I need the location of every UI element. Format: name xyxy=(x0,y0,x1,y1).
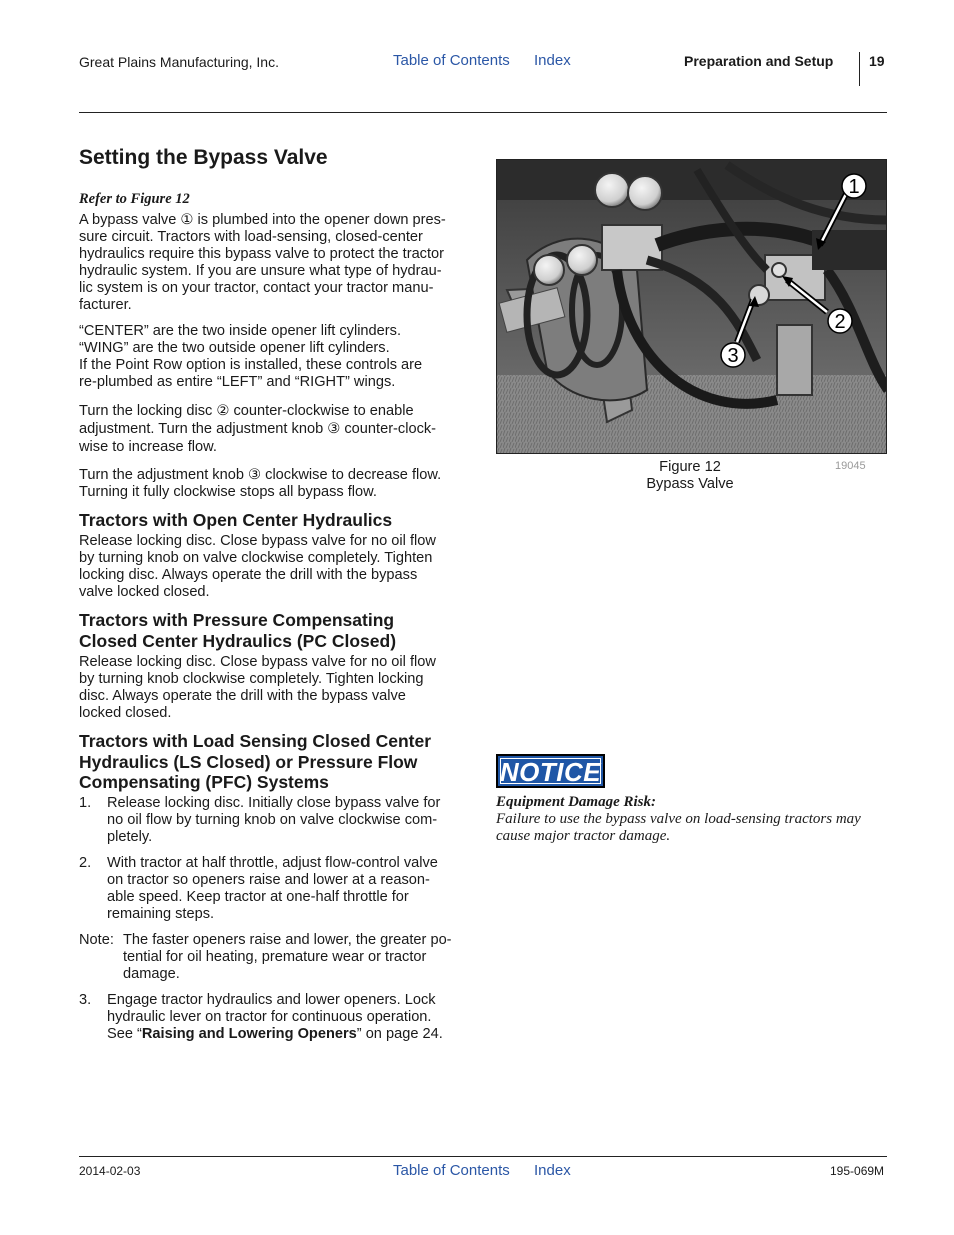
text-line: tential for oil heating, premature wear or tractor xyxy=(123,949,427,965)
intro-paragraph-3 xyxy=(79,402,474,456)
text-line: by turning knob clockwise completely. Tighten locking xyxy=(79,671,424,687)
header-index-link[interactable]: Index xyxy=(534,52,571,69)
figure-title: Bypass Valve xyxy=(646,476,734,492)
header-toc-link[interactable]: Table of Contents xyxy=(393,52,510,69)
footer-doc-number: 195-069M xyxy=(830,1164,885,1178)
text-line: If the Point Row option is installed, these controls are xyxy=(79,357,423,373)
text-line: on tractor so openers raise and lower at a reason- xyxy=(107,872,430,888)
text-line: hydraulic lever on tractor for continuous operation. xyxy=(107,1009,432,1025)
page-number: 19 xyxy=(869,53,885,69)
heading-line: Tractors with Pressure Compensating xyxy=(79,610,395,630)
text-line: hydraulics require this bypass valve to protect the tractor xyxy=(79,246,445,262)
open-center-heading: Tractors with Open Center Hydraulics xyxy=(79,510,393,530)
text-line: facturer. xyxy=(79,297,132,313)
heading-line: Tractors with Load Sensing Closed Center xyxy=(79,731,432,751)
text-line: no oil flow by turning knob on valve clockwise com- xyxy=(107,812,438,828)
text-line: Release locking disc. Close bypass valve for no oil flow xyxy=(79,533,436,549)
heading-line: Hydraulics (LS Closed) or Pressure Flow xyxy=(79,751,418,772)
text-line: lic system is on your tractor, contact your tractor manu- xyxy=(79,280,434,296)
notice-badge xyxy=(496,754,605,788)
callout-3-label: 3 xyxy=(727,345,739,367)
pc-closed-paragraph xyxy=(79,654,474,722)
notice-label: NOTICE xyxy=(499,757,602,787)
step-number: 3. xyxy=(79,992,92,1008)
text-line: disc. Always operate the drill with the bypass valve xyxy=(79,688,406,704)
ls-closed-heading xyxy=(79,731,431,793)
text-line: locking disc. Always operate the drill with the bypass xyxy=(79,567,418,583)
figure-number: Figure 12 xyxy=(659,459,721,475)
text-line: Release locking disc. Close bypass valve for no oil flow xyxy=(79,654,436,670)
text-line: Release locking disc. Initially close bypass valve for xyxy=(107,795,441,811)
photo-illustration xyxy=(497,160,887,454)
text-line: Engage tractor hydraulics and lower openers. Lock xyxy=(107,992,436,1008)
figure-reference: Refer to Figure 12 xyxy=(79,191,190,207)
step-number: 1. xyxy=(79,795,92,811)
footer-rule xyxy=(79,1156,887,1157)
text-line: remaining steps. xyxy=(107,906,215,922)
figure-caption xyxy=(590,459,790,493)
callout-2-label: 2 xyxy=(834,311,846,333)
pc-closed-heading xyxy=(79,610,396,652)
text-line: “CENTER” are the two inside opener lift cylinders. xyxy=(79,323,401,339)
footer-toc-link[interactable]: Table of Contents xyxy=(393,1162,510,1179)
company-name: Great Plains Manufacturing, Inc. xyxy=(79,54,279,70)
intro-paragraph-1 xyxy=(79,212,474,314)
note-label: Note: xyxy=(79,932,114,948)
intro-paragraph-4 xyxy=(79,467,474,501)
text-line: A bypass valve ① is plumbed into the opener down pres- xyxy=(79,212,446,228)
text-line: by turning knob on valve clockwise completely. Tighten xyxy=(79,550,433,566)
text-line: locked closed. xyxy=(79,705,172,721)
header-rule xyxy=(79,112,887,113)
text-line: damage. xyxy=(123,966,180,982)
step-number: 2. xyxy=(79,855,92,871)
text-line: “WING” are the two outside opener lift cylinders. xyxy=(79,340,390,356)
text-line: hydraulic system. If you are unsure what type of hydrau- xyxy=(79,263,442,279)
text-line xyxy=(107,1026,469,1043)
text-line: The faster openers raise and lower, the greater po- xyxy=(123,932,452,948)
section-title: Preparation and Setup xyxy=(684,53,834,69)
text-line: valve locked closed. xyxy=(79,584,210,600)
text-line: wise to increase flow. xyxy=(79,439,217,455)
text-line: sure circuit. Tractors with load-sensing, closed-center xyxy=(79,229,423,245)
callout-1-label: 1 xyxy=(848,176,860,198)
footer-date: 2014-02-03 xyxy=(79,1164,141,1178)
text-line: cause major tractor damage. xyxy=(496,828,671,844)
footer-index-link[interactable]: Index xyxy=(534,1162,571,1179)
text-line: adjustment. Turn the adjustment knob ③ counter-clock- xyxy=(79,421,437,437)
figure-id: 19045 xyxy=(835,460,866,472)
text-line: Failure to use the bypass valve on load-sensing tractors may xyxy=(496,811,861,827)
cross-reference-link[interactable]: Raising and Lowering Openers xyxy=(141,1026,357,1042)
page-title: Setting the Bypass Valve xyxy=(79,146,328,169)
text-line: Turn the locking disc ② counter-clockwise to enable xyxy=(79,403,414,419)
text-line: re-plumbed as entire “LEFT” and “RIGHT” wings. xyxy=(79,374,396,390)
text-line: Turning it fully clockwise stops all bypass flow. xyxy=(79,484,377,500)
text-fragment: ” on page 24. xyxy=(356,1026,443,1042)
bypass-valve-photo xyxy=(496,159,887,454)
text-line: With tractor at half throttle, adjust flow-control valve xyxy=(107,855,438,871)
risk-title: Equipment Damage Risk: xyxy=(496,794,657,810)
risk-text xyxy=(496,811,891,845)
text-fragment: See “ xyxy=(107,1026,142,1042)
heading-line: Closed Center Hydraulics (PC Closed) xyxy=(79,631,397,651)
intro-paragraph-2 xyxy=(79,323,474,391)
header-divider xyxy=(859,52,860,86)
text-line: Turn the adjustment knob ③ clockwise to decrease flow. xyxy=(79,467,442,483)
text-line: able speed. Keep tractor at one-half throttle for xyxy=(107,889,409,905)
text-line: pletely. xyxy=(107,829,153,845)
open-center-paragraph xyxy=(79,533,474,601)
heading-line: Compensating (PFC) Systems xyxy=(79,772,329,792)
